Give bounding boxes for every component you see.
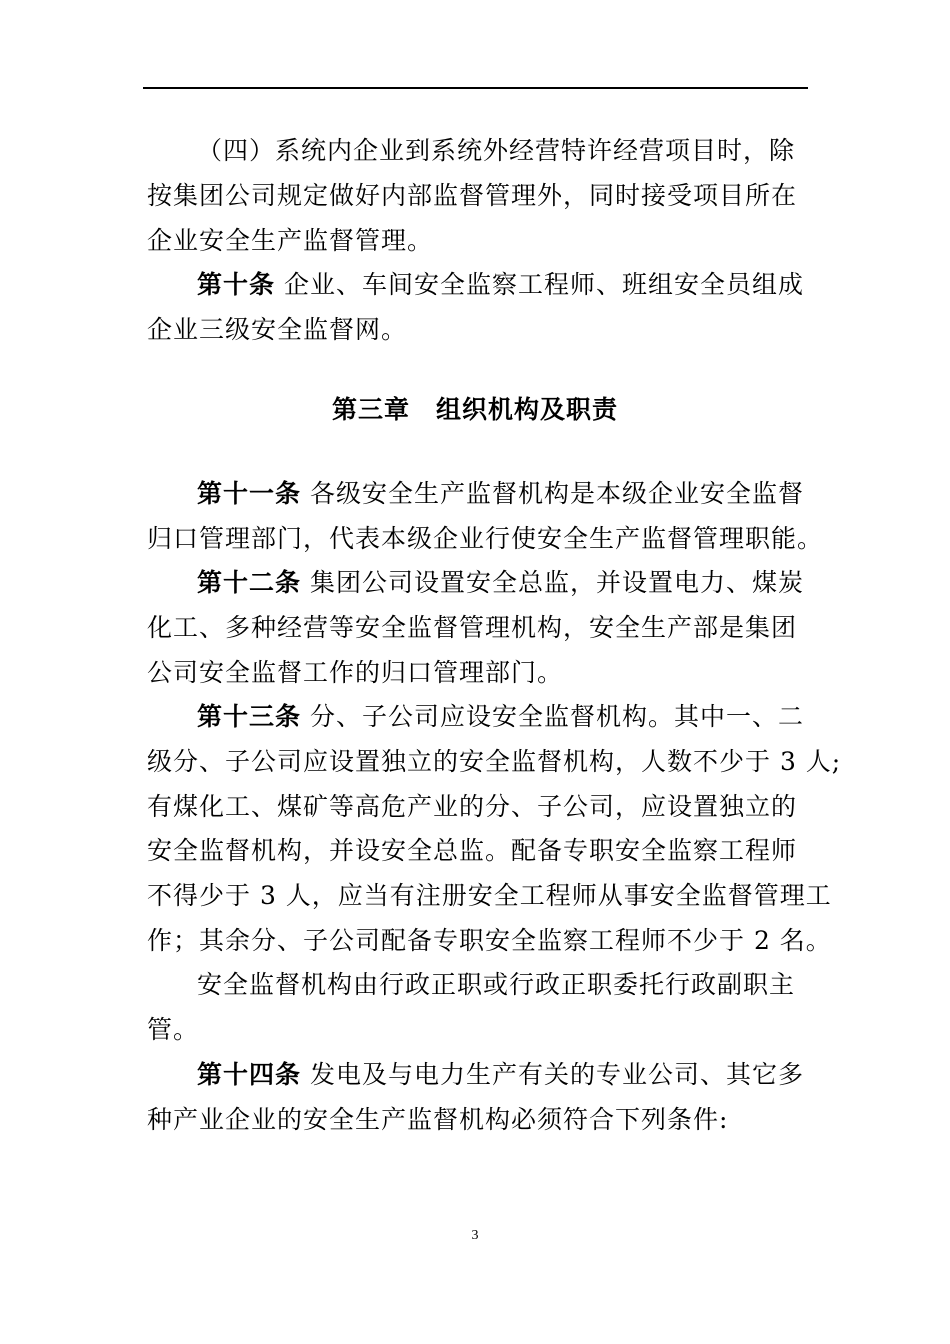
article-label: 第十三条 (197, 702, 302, 731)
article-label: 第十一条 (197, 479, 302, 508)
chapter-heading: 第三章 组织机构及职责 (331, 395, 618, 424)
header-rule (143, 87, 808, 89)
text-line: 企业三级安全监督网。 (147, 315, 408, 344)
text-line: 按集团公司规定做好内部监督管理外，同时接受项目所在 (147, 181, 798, 210)
article-11-line: 第十一条 各级安全生产监督机构是本级企业安全监督 (197, 479, 804, 508)
text-line: 公司安全监督工作的归口管理部门。 (147, 658, 564, 687)
text-line: 有煤化工、煤矿等高危产业的分、子公司，应设置独立的 (147, 792, 798, 821)
text-line: 级分、子公司应设置独立的安全监督机构，人数不少于 3 人; (147, 747, 842, 776)
article-label: 第十条 (197, 270, 276, 299)
page-number: 3 (471, 1228, 479, 1243)
text-line: 作；其余分、子公司配备专职安全监察工程师不少于 2 名。 (147, 926, 832, 955)
article-12-line: 第十二条 集团公司设置安全总监，并设置电力、煤炭 (197, 568, 804, 597)
text-line: 企业安全生产监督管理。 (147, 226, 434, 255)
article-10-line: 第十条 企业、车间安全监察工程师、班组安全员组成 (197, 270, 804, 299)
article-13-line: 第十三条 分、子公司应设安全监督机构。其中一、二 (197, 702, 804, 731)
article-14-line: 第十四条 发电及与电力生产有关的专业公司、其它多 (197, 1060, 804, 1089)
text-line: （四）系统内企业到系统外经营特许经营项目时，除 (197, 136, 796, 165)
text-line: 归口管理部门，代表本级企业行使安全生产监督管理职能。 (147, 524, 824, 553)
text-line: 种产业企业的安全生产监督机构必须符合下列条件: (147, 1105, 729, 1134)
article-label: 第十二条 (197, 568, 302, 597)
text-line: 安全监督机构，并设安全总监。配备专职安全监察工程师 (147, 836, 798, 865)
text-line: 不得少于 3 人，应当有注册安全工程师从事安全监督管理工 (147, 881, 832, 910)
article-label: 第十四条 (197, 1060, 302, 1089)
text-line: 管。 (147, 1015, 200, 1044)
text-line: 安全监督机构由行政正职或行政正职委托行政副职主 (197, 970, 796, 999)
text-line: 化工、多种经营等安全监督管理机构，安全生产部是集团 (147, 613, 798, 642)
